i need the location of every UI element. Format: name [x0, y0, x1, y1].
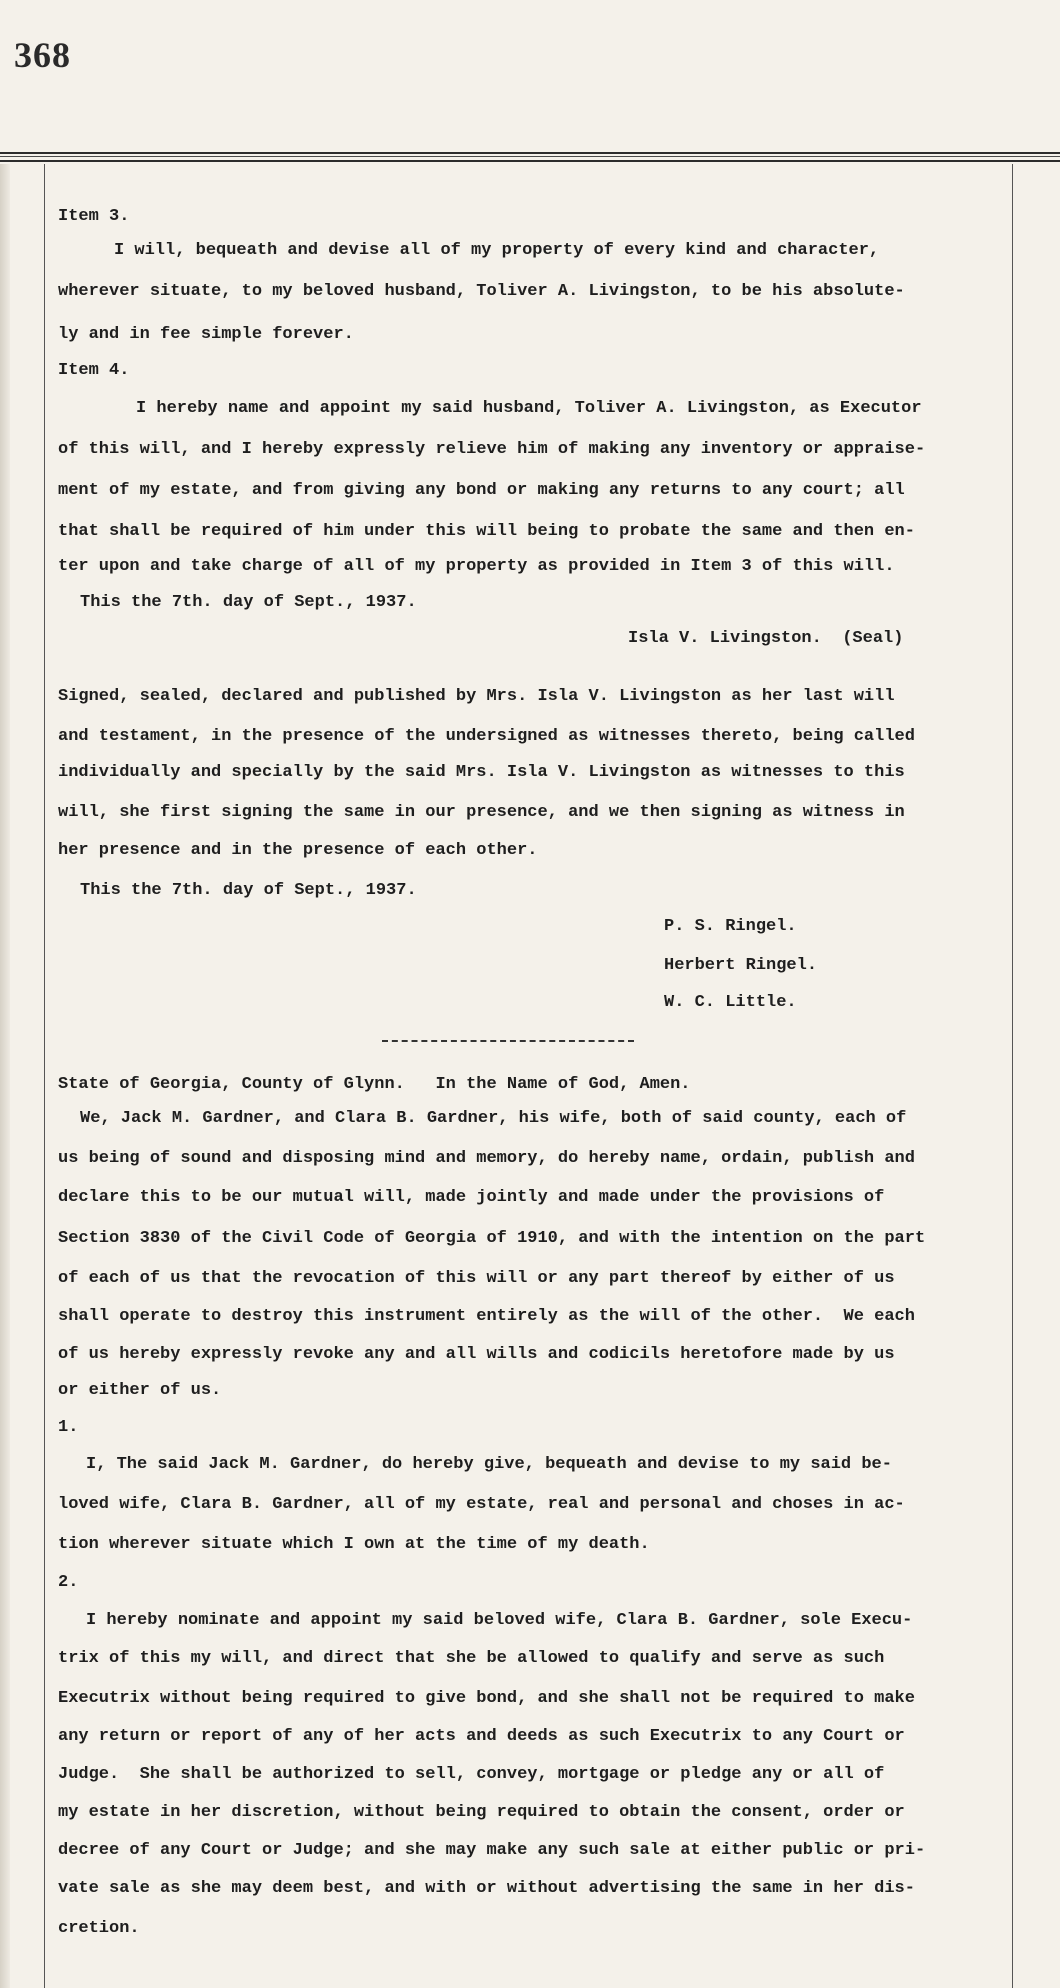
text-line: will, she first signing the same in our presence, and we then signing as witness in: [58, 803, 905, 822]
section-number: 2.: [58, 1573, 79, 1592]
text-line: trix of this my will, and direct that she be allowed to qualify and serve as such: [58, 1649, 885, 1668]
text-line: of each of us that the revocation of this will or any part thereof by either of us: [58, 1269, 895, 1288]
text-line: individually and specially by the said Mrs. Isla V. Livingston as witnesses to this: [58, 763, 905, 782]
left-page-edge: [0, 164, 10, 1988]
text-line: shall operate to destroy this instrument entirely as the will of the other. We each: [58, 1307, 915, 1326]
left-margin-line: [44, 164, 45, 1988]
text-line: tion wherever situate which I own at the time of my death.: [58, 1535, 650, 1554]
text-line: Judge. She shall be authorized to sell, convey, mortgage or pledge any or all of: [58, 1765, 885, 1784]
witness-signature: W. C. Little.: [664, 993, 797, 1012]
witness-signature: P. S. Ringel.: [664, 917, 797, 936]
text-line: cretion.: [58, 1919, 140, 1938]
text-line: ly and in fee simple forever.: [58, 325, 354, 344]
date-line: This the 7th. day of Sept., 1937.: [80, 881, 417, 900]
text-line: us being of sound and disposing mind and memory, do hereby name, ordain, publish and: [58, 1149, 915, 1168]
text-line: Section 3830 of the Civil Code of Georgia of 1910, and with the intention on the part: [58, 1229, 926, 1248]
signature-testator: Isla V. Livingston. (Seal): [628, 629, 904, 648]
text-line: decree of any Court or Judge; and she may make any such sale at either public or pri-: [58, 1841, 926, 1860]
date-line: This the 7th. day of Sept., 1937.: [80, 593, 417, 612]
text-line: declare this to be our mutual will, made jointly and made under the provisions of: [58, 1188, 885, 1207]
text-line: State of Georgia, County of Glynn. In the Name of God, Amen.: [58, 1075, 691, 1094]
text-line: any return or report of any of her acts and deeds as such Executrix to any Court or: [58, 1727, 905, 1746]
text-line: of us hereby expressly revoke any and all wills and codicils heretofore made by us: [58, 1345, 895, 1364]
section-separator: [382, 1040, 634, 1042]
text-line: my estate in her discretion, without being required to obtain the consent, order or: [58, 1803, 905, 1822]
text-line: Signed, sealed, declared and published by Mrs. Isla V. Livingston as her last will: [58, 687, 895, 706]
header-inner-rule: [0, 156, 1060, 157]
text-line: I hereby name and appoint my said husband, Toliver A. Livingston, as Executor: [136, 399, 922, 418]
page-number: 368: [14, 35, 71, 75]
section-number: 1.: [58, 1418, 79, 1437]
text-line: and testament, in the presence of the undersigned as witnesses thereto, being called: [58, 727, 915, 746]
text-line: her presence and in the presence of each other.: [58, 841, 538, 860]
header-double-rule: [0, 152, 1060, 162]
text-line: ment of my estate, and from giving any bond or making any returns to any court; all: [58, 481, 905, 500]
text-line: or either of us.: [58, 1381, 222, 1400]
item-3-heading: Item 3.: [58, 207, 130, 226]
text-line: We, Jack M. Gardner, and Clara B. Gardner, his wife, both of said county, each of: [80, 1109, 907, 1128]
text-line: vate sale as she may deem best, and with or without advertising the same in her dis-: [58, 1879, 915, 1898]
text-line: Executrix without being required to give bond, and she shall not be required to make: [58, 1689, 915, 1708]
text-line: that shall be required of him under this will being to probate the same and then en-: [58, 522, 915, 541]
right-margin-line: [1012, 164, 1013, 1988]
text-line: wherever situate, to my beloved husband, Toliver A. Livingston, to be his absolute-: [58, 282, 905, 301]
text-line: of this will, and I hereby expressly relieve him of making any inventory or appraise-: [58, 440, 926, 459]
text-line: loved wife, Clara B. Gardner, all of my estate, real and personal and choses in ac-: [58, 1495, 905, 1514]
text-line: I hereby nominate and appoint my said beloved wife, Clara B. Gardner, sole Execu-: [86, 1611, 913, 1630]
item-4-heading: Item 4.: [58, 361, 130, 380]
text-line: I, The said Jack M. Gardner, do hereby give, bequeath and devise to my said be-: [86, 1455, 892, 1474]
witness-signature: Herbert Ringel.: [664, 956, 818, 975]
text-line: ter upon and take charge of all of my property as provided in Item 3 of this will.: [58, 557, 895, 576]
text-line: I will, bequeath and devise all of my property of every kind and character,: [114, 241, 880, 260]
